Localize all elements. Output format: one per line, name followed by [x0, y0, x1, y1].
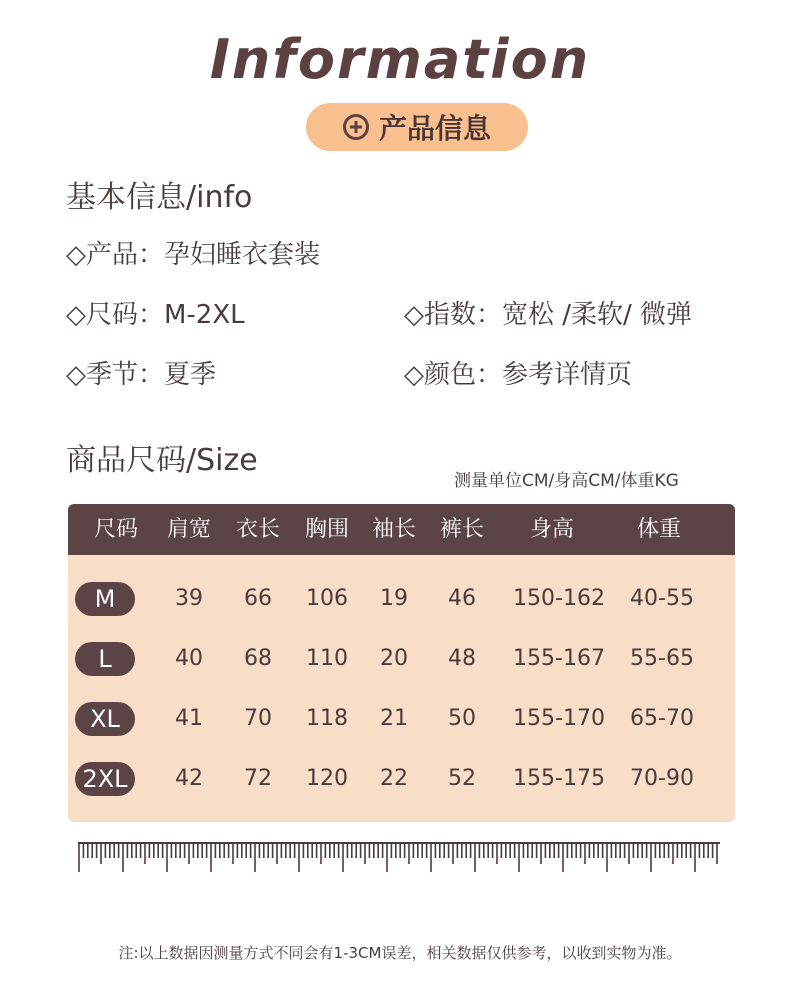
table-cell: 70-90	[630, 766, 694, 791]
unit-note: 测量单位CM/身高CM/体重KG	[454, 471, 679, 491]
info-product: ◇产品：孕妇睡衣套装	[66, 240, 320, 270]
table-cell: 20	[380, 646, 408, 671]
table-cell: 19	[380, 586, 408, 611]
size-badge: 2XL	[75, 762, 135, 796]
table-row	[68, 579, 735, 619]
table-row	[68, 699, 735, 739]
table-cell: 39	[175, 586, 203, 611]
table-cell: 41	[175, 706, 203, 731]
table-cell: 70	[244, 706, 272, 731]
table-cell: 40	[175, 646, 203, 671]
table-cell: 22	[380, 766, 408, 791]
header-cell: 体重	[636, 517, 682, 542]
size-badge: L	[75, 642, 135, 676]
header-cell: 袖长	[371, 517, 417, 542]
size-badge: XL	[75, 702, 135, 736]
footer-note: 注:以上数据因测量方式不同会有1-3CM误差，相关数据仅供参考，以收到实物为准。	[118, 944, 682, 962]
info-index: ◇指数：宽松 /柔软/ 微弹	[404, 300, 693, 330]
header-cell: 裤长	[439, 517, 485, 542]
table-cell: 106	[306, 586, 348, 611]
basic-info-heading: 基本信息/info	[66, 180, 253, 215]
table-cell: 68	[244, 646, 272, 671]
ruler-decoration	[78, 842, 720, 874]
table-cell: 42	[175, 766, 203, 791]
table-row	[68, 639, 735, 679]
table-cell: 65-70	[630, 706, 694, 731]
table-header	[68, 504, 735, 555]
table-cell: 52	[448, 766, 476, 791]
info-size: ◇尺码：M-2XL	[66, 300, 245, 330]
size-table	[68, 504, 735, 822]
header-cell: 胸围	[304, 517, 350, 542]
page-title: Information	[209, 28, 591, 91]
header-cell: 衣长	[235, 517, 281, 542]
info-color: ◇颜色：参考详情页	[404, 360, 632, 390]
table-cell: 72	[244, 766, 272, 791]
table-cell: 110	[306, 646, 348, 671]
table-cell: 155-175	[513, 766, 605, 791]
plus-circle-icon	[343, 114, 369, 140]
info-season: ◇季节：夏季	[66, 360, 216, 390]
table-cell: 21	[380, 706, 408, 731]
table-cell: 155-167	[513, 646, 605, 671]
header-cell: 身高	[529, 517, 575, 542]
table-cell: 66	[244, 586, 272, 611]
product-info-badge	[306, 103, 528, 151]
table-cell: 150-162	[513, 586, 605, 611]
table-cell: 48	[448, 646, 476, 671]
table-cell: 118	[306, 706, 348, 731]
header-cell: 尺码	[93, 517, 139, 542]
table-cell: 120	[306, 766, 348, 791]
ruler-ticks	[78, 842, 720, 874]
header-cell: 肩宽	[166, 517, 212, 542]
table-row	[68, 759, 735, 799]
table-cell: 55-65	[630, 646, 694, 671]
size-heading: 商品尺码/Size	[66, 443, 258, 478]
table-cell: 46	[448, 586, 476, 611]
table-cell: 50	[448, 706, 476, 731]
table-cell: 155-170	[513, 706, 605, 731]
table-cell: 40-55	[630, 586, 694, 611]
size-badge: M	[75, 582, 135, 616]
badge-label: 产品信息	[378, 112, 491, 145]
